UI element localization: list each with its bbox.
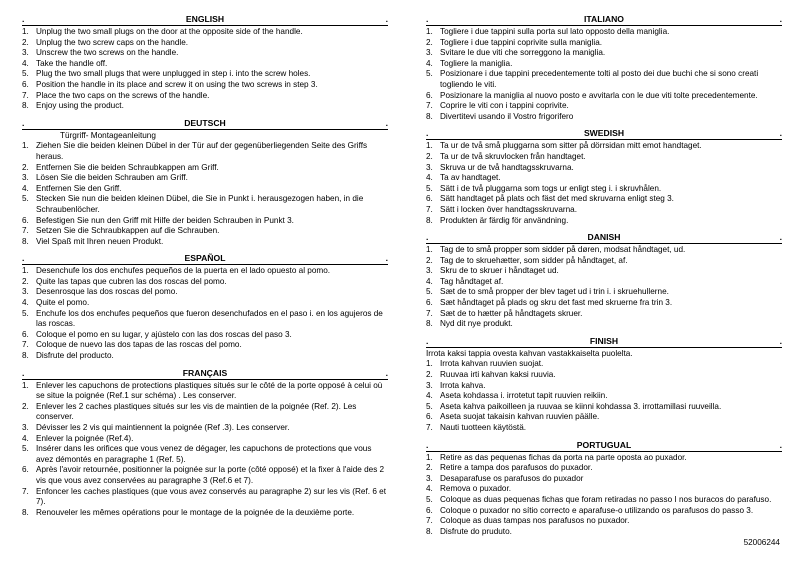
- list-item: [426, 141, 782, 152]
- step-text: Sæt de to hætter på håndtagets skruer.: [440, 308, 583, 318]
- list-item: [22, 184, 388, 195]
- list-item: [426, 48, 782, 59]
- step-list: [22, 266, 388, 361]
- step-text: Tag de to små propper som sidder på døren, modsat håndtaget, ud.: [440, 245, 686, 255]
- list-item: [426, 101, 782, 112]
- step-number: 6.: [22, 79, 29, 89]
- section-heading: [22, 253, 388, 265]
- step-text: Plug the two small plugs that were unplugged in step i. into the screw holes.: [36, 69, 311, 79]
- step-text: Ruuvaa irti kahvan kaksi ruuvia.: [440, 370, 556, 380]
- step-number: 5.: [426, 69, 433, 79]
- step-text: Retire as das pequenas fichas da porta na parte oposta ao puxador.: [440, 452, 687, 462]
- heading-dot: .: [385, 367, 388, 378]
- step-number: 7.: [22, 340, 29, 350]
- list-item: [426, 423, 782, 434]
- step-number: 3.: [426, 162, 433, 172]
- step-text: Entfernen Sie die beiden Schraubkappen am Griff.: [36, 162, 219, 172]
- step-number: 3.: [22, 48, 29, 58]
- step-number: 5.: [22, 308, 29, 318]
- heading-dot: .: [779, 439, 782, 450]
- section-title: FINISH: [589, 335, 619, 346]
- step-number: 8.: [426, 215, 433, 225]
- step-number: 5.: [22, 444, 29, 454]
- list-item: [426, 495, 782, 506]
- step-text: Entfernen Sie den Griff.: [36, 183, 122, 193]
- list-item: [426, 381, 782, 392]
- section-finish: [426, 336, 782, 434]
- section-heading: [426, 440, 782, 452]
- step-text: Unplug the two small plugs on the door at the opposite side of the handle.: [36, 27, 303, 36]
- step-number: 2.: [426, 463, 433, 473]
- list-item: [426, 453, 782, 464]
- step-number: 5.: [426, 183, 433, 193]
- step-number: 1.: [22, 380, 29, 390]
- step-text: Posizionare la maniglia al nuovo posto e avvitarla con le due viti tolte precedentemente.: [440, 90, 758, 100]
- list-item: [22, 381, 388, 402]
- step-text: Viel Spaß mit Ihren neuen Produkt.: [36, 236, 164, 246]
- step-number: 5.: [426, 494, 433, 504]
- step-number: 4.: [426, 484, 433, 494]
- step-number: 3.: [426, 266, 433, 276]
- section-title: DANISH: [587, 232, 621, 243]
- section-danish: [426, 232, 782, 330]
- list-item: [22, 38, 388, 49]
- step-text: Nyd dit nye produkt.: [440, 319, 513, 329]
- list-item: [22, 48, 388, 59]
- step-text: Togliere i due tappini coprivite sulla maniglia.: [440, 37, 603, 47]
- heading-dot: .: [426, 232, 429, 243]
- list-item: [426, 173, 782, 184]
- step-text: Enjoy using the product.: [36, 101, 124, 111]
- heading-dot: .: [779, 128, 782, 139]
- list-item: [22, 298, 388, 309]
- step-text: Position the handle in its place and screw it on using the two screws in step 3.: [36, 79, 318, 89]
- section-title: PORTUGUAL: [576, 439, 632, 450]
- left-column: [22, 14, 388, 524]
- step-number: 4.: [426, 276, 433, 286]
- section-title: DEUTSCH: [184, 117, 226, 128]
- step-number: 1.: [426, 452, 433, 462]
- list-item: [426, 287, 782, 298]
- heading-dot: .: [779, 335, 782, 346]
- section-title: ITALIANO: [584, 14, 624, 24]
- list-item: [22, 59, 388, 70]
- step-list: [426, 453, 782, 538]
- list-item: [426, 309, 782, 320]
- list-item: [22, 141, 388, 162]
- list-item: [22, 351, 388, 362]
- list-item: [426, 245, 782, 256]
- step-number: 3.: [22, 287, 29, 297]
- step-number: 2.: [22, 37, 29, 47]
- list-item: [22, 330, 388, 341]
- step-list: [22, 27, 388, 112]
- step-number: 5.: [22, 194, 29, 204]
- step-number: 3.: [22, 173, 29, 183]
- step-number: 8.: [426, 319, 433, 329]
- section-heading: [426, 14, 782, 26]
- step-text: Nauti tuotteen käytöstä.: [440, 423, 527, 432]
- heading-dot: .: [22, 117, 25, 128]
- list-item: [22, 173, 388, 184]
- step-text: Befestigen Sie nun den Griff mit Hilfe der beiden Schrauben in Punkt 3.: [36, 215, 294, 225]
- step-text: Enlever les 2 caches plastiques situés sur les vis de maintien de la poignée (Ref. 2). Les conserver.: [36, 401, 357, 422]
- list-item: [22, 194, 388, 215]
- step-text: Coloque as duas tampas nos parafusos no puxador.: [440, 516, 630, 526]
- section-italiano: [426, 14, 782, 122]
- step-text: Togliere la maniglia.: [440, 58, 513, 68]
- step-text: Desenchufe los dos enchufes pequeños de la puerta en el lado opuesto al pomo.: [36, 266, 331, 276]
- list-item: [426, 506, 782, 517]
- step-number: 7.: [426, 204, 433, 214]
- list-item: [22, 69, 388, 80]
- section-portugual: [426, 440, 782, 538]
- step-text: Retire a tampa dos parafusos do puxador.: [440, 463, 593, 473]
- section-heading: [22, 368, 388, 380]
- list-item: [426, 256, 782, 267]
- section-franais: [22, 368, 388, 519]
- step-text: Renouveler les mêmes opérations pour le montage de la poignée de la deuxième porte.: [36, 507, 355, 517]
- step-text: Disfrute do pruduto.: [440, 526, 512, 536]
- step-text: Divertitevi usando il Vostro frigorifero: [440, 111, 574, 121]
- step-text: Enfoncer les caches plastiques (que vous avez conservés au paragraphe 2) sur les vis (Ref. 6 et 7).: [36, 486, 386, 507]
- list-item: [426, 163, 782, 174]
- step-text: Sæt håndtaget på plads og skru det fast med skruerne fra trin 3.: [440, 298, 673, 308]
- step-number: 5.: [426, 401, 433, 411]
- step-number: 2.: [426, 37, 433, 47]
- list-item: [22, 237, 388, 248]
- step-text: Dévisser les 2 vis qui maintiennent la poignée (Ref .3). Les conserver.: [36, 423, 290, 432]
- step-text: Tag håndtaget af.: [440, 276, 504, 286]
- step-number: 3.: [426, 380, 433, 390]
- list-item: [22, 487, 388, 508]
- list-item: [426, 112, 782, 123]
- heading-dot: .: [385, 117, 388, 128]
- heading-dot: .: [385, 14, 388, 24]
- step-number: 4.: [426, 58, 433, 68]
- step-text: Svitare le due viti che sorreggono la maniglia.: [440, 48, 606, 58]
- step-text: Posizionare i due tappini precedentemente tolti al posto dei due buchi che si sono creati togliendo le viti.: [440, 69, 759, 89]
- step-text: Unplug the two screw caps on the handle.: [36, 37, 189, 47]
- step-text: Sæt de to små propper der blev taget ud i trin i. i skruehullerne.: [440, 287, 669, 297]
- step-number: 2.: [22, 162, 29, 172]
- step-number: 7.: [22, 90, 29, 100]
- heading-dot: .: [22, 14, 25, 24]
- step-text: Quite las tapas que cubren las dos roscas del pomo.: [36, 276, 227, 286]
- list-item: [22, 287, 388, 298]
- step-number: 2.: [426, 255, 433, 265]
- step-number: 4.: [22, 58, 29, 68]
- list-item: [22, 508, 388, 519]
- list-item: [426, 216, 782, 227]
- list-item: [426, 184, 782, 195]
- step-text: Coloque el pomo en su lugar, y ajústelo con las dos roscas del paso 3.: [36, 329, 292, 339]
- list-item: [426, 391, 782, 402]
- step-number: 8.: [22, 351, 29, 361]
- step-text: Après l'avoir retournée, positionner la poignée sur la porte (côté opposé) et la fixer à l'aide des 2 vis que vous avez conservées au paragraphe 3 (Ref.6 et 7).: [36, 465, 385, 485]
- list-item: [22, 80, 388, 91]
- step-text: Quite el pomo.: [36, 298, 90, 308]
- right-column: [426, 14, 782, 543]
- step-text: Coloque de nuevo las dos tapas de las roscas del pomo.: [36, 340, 242, 350]
- step-number: 3.: [426, 48, 433, 58]
- list-item: [22, 444, 388, 465]
- section-intro: Türgriff- Montageanleitung: [60, 130, 156, 140]
- step-text: Ziehen Sie die beiden kleinen Dübel in der Tür auf der gegenüberliegenden Seite des Griffs heraus.: [36, 141, 368, 161]
- step-list: [22, 381, 388, 519]
- section-title: SWEDISH: [583, 128, 625, 139]
- step-number: 4.: [22, 433, 29, 443]
- heading-dot: .: [385, 253, 388, 264]
- step-number: 7.: [426, 516, 433, 526]
- step-number: 8.: [22, 236, 29, 246]
- list-item: [426, 319, 782, 330]
- step-number: 4.: [22, 298, 29, 308]
- list-item: [22, 465, 388, 486]
- list-item: [22, 402, 388, 423]
- list-item: [426, 527, 782, 538]
- step-number: 7.: [426, 423, 433, 432]
- list-item: [426, 298, 782, 309]
- step-number: 8.: [22, 507, 29, 517]
- step-number: 2.: [426, 370, 433, 380]
- section-heading: [426, 336, 782, 348]
- step-number: 6.: [22, 215, 29, 225]
- list-item: [22, 27, 388, 38]
- step-number: 4.: [426, 173, 433, 183]
- step-text: Sätt i locken över handtagsskruvarna.: [440, 204, 577, 214]
- step-number: 1.: [426, 27, 433, 36]
- step-text: Enlever les capuchons de protections plastiques situés sur le côté de la porte opposé à celui où se situe la poignée (Ref.1 sur schéma) . Les conserver.: [36, 380, 383, 401]
- step-text: Skru de to skruer i håndtaget ud.: [440, 266, 559, 276]
- step-number: 6.: [426, 298, 433, 308]
- step-text: Tag de to skruehætter, som sidder på håndtaget, af.: [440, 255, 628, 265]
- step-number: 6.: [426, 90, 433, 100]
- heading-dot: .: [22, 253, 25, 264]
- list-item: [22, 340, 388, 351]
- step-text: Ta ur de två skruvlocken från handtaget.: [440, 151, 586, 161]
- heading-dot: .: [779, 232, 782, 243]
- step-number: 6.: [426, 412, 433, 422]
- step-list: [426, 245, 782, 330]
- heading-dot: .: [426, 335, 429, 346]
- heading-dot: .: [426, 14, 429, 24]
- list-item: [426, 463, 782, 474]
- list-item: [426, 38, 782, 49]
- section-intro: Irrota kaksi tappia ovesta kahvan vastakkaiselta puolelta.: [426, 348, 633, 358]
- list-item: [426, 277, 782, 288]
- step-text: Aseta kohdassa i. irrotetut tapit ruuvien reikiin.: [440, 391, 608, 401]
- list-item: [426, 359, 782, 370]
- step-number: 2.: [22, 401, 29, 411]
- step-number: 3.: [22, 423, 29, 432]
- document-code: 52006244: [743, 538, 780, 548]
- list-item: [22, 163, 388, 174]
- step-number: 3.: [426, 473, 433, 483]
- section-heading: [22, 118, 388, 130]
- step-number: 1.: [426, 245, 433, 255]
- section-heading: [426, 232, 782, 244]
- step-number: 5.: [426, 287, 433, 297]
- step-list: [426, 141, 782, 226]
- step-text: Coloque as duas pequenas fichas que foram retiradas no passo I nos buracos do parafuso.: [440, 494, 772, 504]
- list-item: [426, 91, 782, 102]
- section-title: ENGLISH: [185, 14, 225, 24]
- list-item: [426, 194, 782, 205]
- step-number: 1.: [22, 141, 29, 151]
- list-item: [426, 266, 782, 277]
- step-text: Desaparafuse os parafusos do puxador: [440, 473, 584, 483]
- step-number: 4.: [22, 183, 29, 193]
- list-item: [22, 216, 388, 227]
- step-text: Enlever la poignée (Ref.4).: [36, 433, 134, 443]
- step-text: Remova o puxador.: [440, 484, 512, 494]
- step-number: 7.: [426, 101, 433, 111]
- list-item: [426, 412, 782, 423]
- list-item: [426, 402, 782, 413]
- list-item: [22, 277, 388, 288]
- list-item: [426, 205, 782, 216]
- step-text: Insérer dans les orifices que vous venez de dégager, les capuchons de protections que vous avez démontés en paragraphe 1 (Ref. 5).: [36, 444, 372, 464]
- step-text: Aseta suojat takaisin kahvan ruuvien päälle.: [440, 412, 600, 422]
- step-number: 8.: [22, 101, 29, 111]
- step-text: Take the handle off.: [36, 58, 108, 68]
- step-text: Unscrew the two screws on the handle.: [36, 48, 179, 58]
- step-number: 1.: [426, 359, 433, 369]
- step-text: Irrota kahva.: [440, 380, 486, 390]
- section-heading: [22, 14, 388, 26]
- list-item: [426, 370, 782, 381]
- step-number: 6.: [22, 329, 29, 339]
- step-list: [426, 359, 782, 433]
- list-item: [22, 266, 388, 277]
- list-item: [426, 27, 782, 38]
- step-number: 6.: [22, 465, 29, 475]
- list-item: [22, 423, 388, 434]
- section-english: [22, 14, 388, 112]
- step-number: 4.: [426, 391, 433, 401]
- step-text: Desenrosque las dos roscas del pomo.: [36, 287, 178, 297]
- step-text: Lösen Sie die beiden Schrauben am Griff.: [36, 173, 188, 183]
- step-number: 2.: [426, 151, 433, 161]
- step-number: 6.: [426, 505, 433, 515]
- section-deutsch: [22, 118, 388, 248]
- section-espaol: [22, 253, 388, 361]
- section-title: FRANÇAIS: [182, 367, 228, 378]
- step-text: Togliere i due tappini sulla porta sul lato opposto della maniglia.: [440, 27, 670, 36]
- list-item: [22, 309, 388, 330]
- step-text: Coloque o puxador no sítio correcto e aparafuse-o utilizando os parafusos do passo 3.: [440, 505, 754, 515]
- step-text: Irrota kahvan ruuvien suojat.: [440, 359, 544, 369]
- step-text: Place the two caps on the screws of the handle.: [36, 90, 210, 100]
- heading-dot: .: [779, 14, 782, 24]
- step-number: 1.: [426, 141, 433, 151]
- step-number: 8.: [426, 526, 433, 536]
- step-text: Ta ur de två små pluggarna som sitter på dörrsidan mitt emot handtaget.: [440, 141, 702, 151]
- step-number: 7.: [426, 308, 433, 318]
- step-text: Coprire le viti con i tappini coprivite.: [440, 101, 569, 111]
- step-text: Sätt i de två pluggarna som togs ur enligt steg i. i skruvhålen.: [440, 183, 662, 193]
- step-text: Enchufe los dos enchufes pequeños que fueron desenchufados en el paso i. en los agujeros de las roscas.: [36, 308, 383, 329]
- step-text: Sätt handtaget på plats och fäst det med skruvarna enligt steg 3.: [440, 194, 674, 204]
- step-text: Stecken Sie nun die beiden kleinen Dübel, die Sie in Punkt i. herausgezogen haben, in die Schraubenlöcher.: [36, 194, 364, 214]
- list-item: [22, 434, 388, 445]
- section-swedish: [426, 128, 782, 226]
- heading-dot: .: [22, 367, 25, 378]
- step-number: 2.: [22, 276, 29, 286]
- step-text: Aseta kahva paikoilleen ja ruuvaa se kiinni kohdassa 3. irrottamillasi ruuveilla.: [440, 401, 722, 411]
- heading-dot: .: [426, 128, 429, 139]
- section-heading: [426, 128, 782, 140]
- step-number: 7.: [22, 486, 29, 496]
- list-item: [426, 474, 782, 485]
- step-number: 7.: [22, 226, 29, 236]
- step-text: Disfrute del producto.: [36, 351, 114, 361]
- step-text: Setzen Sie die Schraubkappen auf die Schrauben.: [36, 226, 220, 236]
- list-item: [426, 516, 782, 527]
- list-item: [426, 59, 782, 70]
- step-number: 6.: [426, 194, 433, 204]
- step-text: Produkten är färdig för användning.: [440, 215, 569, 225]
- step-number: 5.: [22, 69, 29, 79]
- list-item: [22, 226, 388, 237]
- list-item: [22, 101, 388, 112]
- heading-dot: .: [426, 439, 429, 450]
- step-text: Skruva ur de två handtagsskruvarna.: [440, 162, 574, 172]
- list-item: [426, 484, 782, 495]
- list-item: [426, 152, 782, 163]
- step-list: [426, 27, 782, 122]
- step-list: [22, 141, 388, 247]
- step-text: Ta av handtaget.: [440, 173, 501, 183]
- step-number: 1.: [22, 266, 29, 276]
- step-number: 1.: [22, 27, 29, 36]
- list-item: [22, 91, 388, 102]
- list-item: [426, 69, 782, 90]
- step-number: 8.: [426, 111, 433, 121]
- section-title: ESPAÑOL: [184, 253, 226, 264]
